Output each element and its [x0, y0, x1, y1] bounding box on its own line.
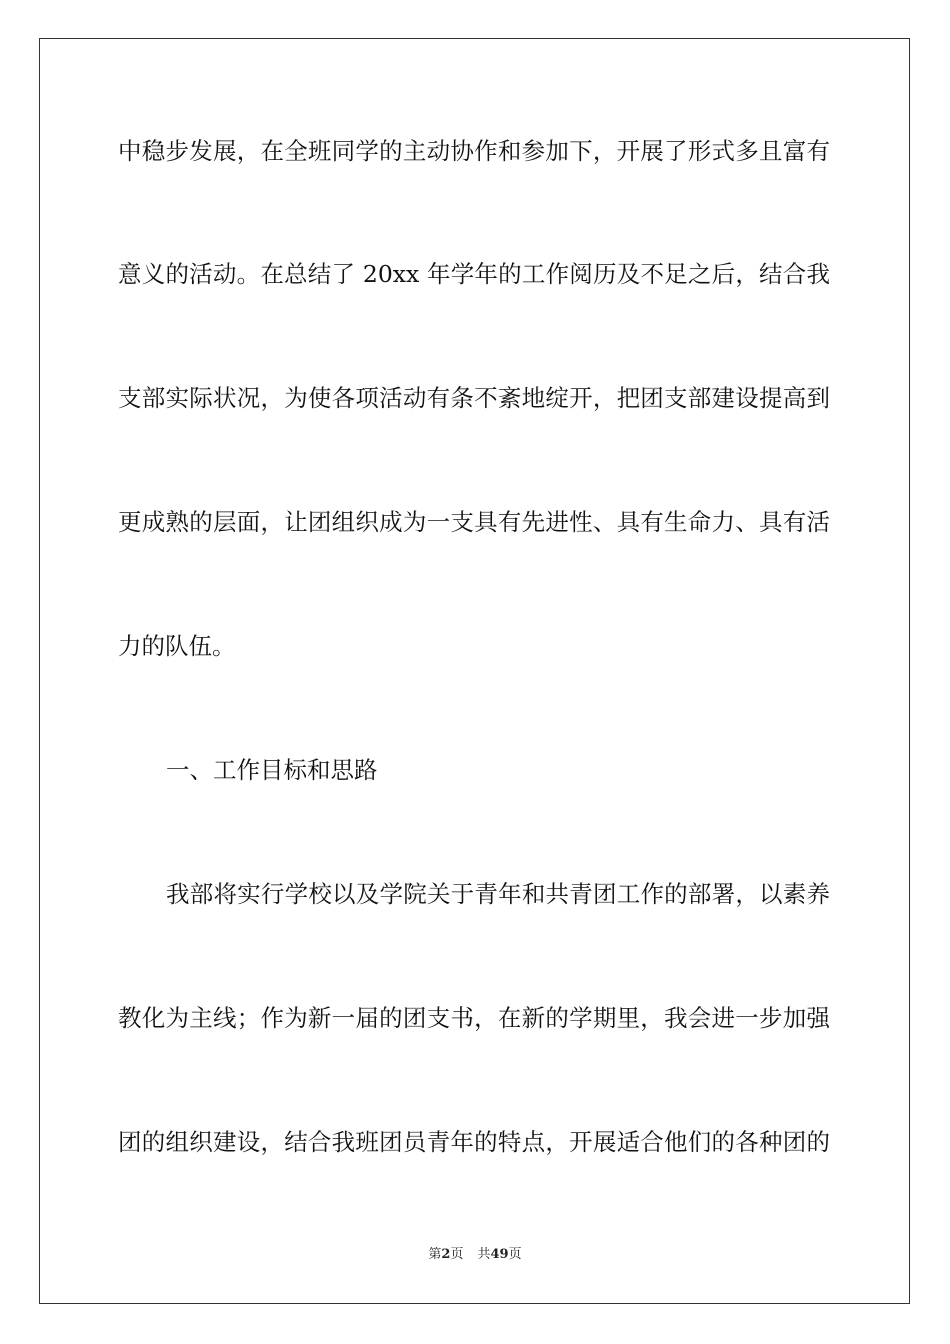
page-footer — [0, 1246, 950, 1264]
footer-page-number: 2 — [441, 1247, 451, 1262]
body-text-line: 教化为主线；作为新一届的团支书，在新的学期里，我会进一步加强 — [118, 1004, 830, 1032]
body-text-line: 中稳步发展，在全班同学的主动协作和参加下，开展了形式多且富有 — [118, 137, 830, 165]
footer-total-pages: 49 — [490, 1247, 509, 1262]
footer-total-suffix: 页 — [508, 1247, 522, 1262]
footer-total-prefix: 共 — [477, 1247, 491, 1262]
body-text-line: 我部将实行学校以及学院关于青年和共青团工作的部署，以素养 — [166, 880, 830, 908]
body-text-line: 力的队伍。 — [118, 632, 236, 660]
footer-page-prefix: 第 — [428, 1247, 442, 1262]
section-heading: 一、工作目标和思路 — [166, 756, 378, 784]
body-text-line: 团的组织建设，结合我班团员青年的特点，开展适合他们的各种团的 — [118, 1128, 830, 1156]
footer-page-suffix: 页 — [450, 1247, 464, 1262]
page-border — [39, 38, 910, 1304]
body-text-line: 意义的活动。在总结了 20xx 年学年的工作阅历及不足之后，结合我 — [118, 260, 830, 288]
body-text-line: 支部实际状况，为使各项活动有条不紊地绽开，把团支部建设提高到 — [118, 384, 830, 412]
body-text-line: 更成熟的层面，让团组织成为一支具有先进性、具有生命力、具有活 — [118, 508, 830, 536]
